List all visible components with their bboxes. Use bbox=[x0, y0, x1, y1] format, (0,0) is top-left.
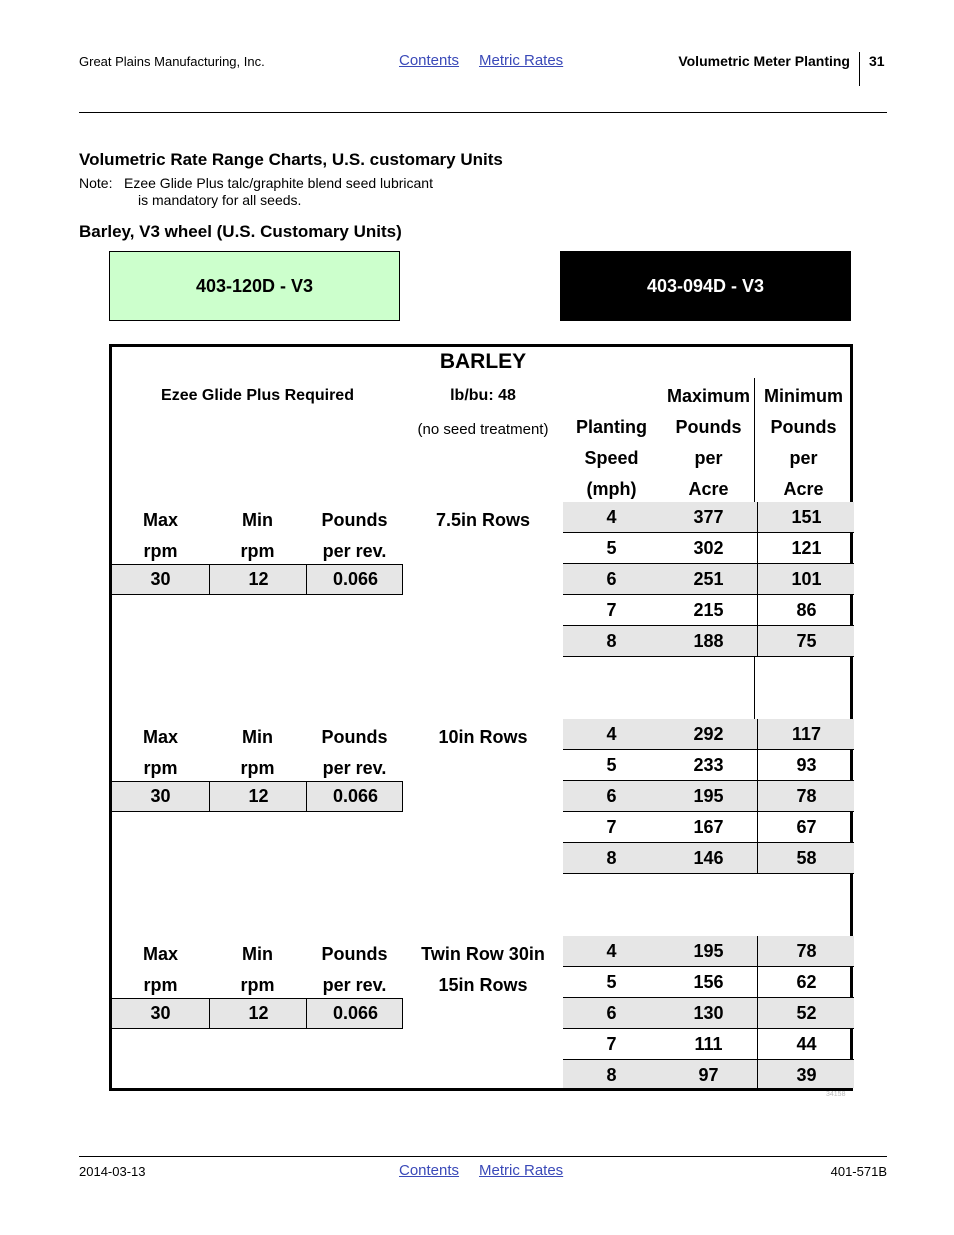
speed-header-3: (mph) bbox=[586, 479, 637, 499]
param-label-min-2: rpm bbox=[240, 541, 275, 561]
footer-contents-link[interactable]: Contents bbox=[399, 1162, 460, 1179]
rate-row bbox=[563, 1060, 854, 1088]
treatment-note: (no seed treatment) bbox=[417, 421, 549, 438]
max-rpm-value: 30 bbox=[150, 569, 171, 589]
row-spacing-label: 10in Rows bbox=[438, 727, 528, 747]
max-lbs-cell: 292 bbox=[693, 724, 724, 744]
min-rpm-value: 12 bbox=[209, 782, 307, 811]
max-lbs-cell: 167 bbox=[693, 817, 724, 837]
max-lbs-cell: 156 bbox=[693, 972, 724, 992]
max-lbs-cell: 195 bbox=[693, 941, 724, 961]
rate-row bbox=[563, 1029, 854, 1060]
rate-row bbox=[563, 564, 854, 595]
min-lbs-cell: 86 bbox=[757, 595, 855, 625]
min-lbs-cell: 75 bbox=[757, 626, 855, 656]
param-label-pounds-2: per rev. bbox=[322, 975, 387, 995]
speed-header-1: Planting bbox=[576, 417, 647, 437]
min-header-1: Minimum bbox=[764, 386, 843, 406]
param-label-max-1: Max bbox=[142, 727, 178, 747]
min-header-3: per bbox=[789, 448, 818, 468]
rate-row bbox=[563, 719, 854, 750]
speed-cell: 8 bbox=[606, 848, 617, 868]
min-lbs-cell: 44 bbox=[757, 1029, 855, 1059]
min-lbs-cell: 52 bbox=[757, 998, 855, 1028]
param-label-pounds-2: per rev. bbox=[322, 758, 387, 778]
param-label-min-2: rpm bbox=[240, 758, 275, 778]
min-header-4: Acre bbox=[783, 479, 824, 499]
min-lbs-cell: 78 bbox=[757, 781, 855, 811]
max-rpm-value: 30 bbox=[150, 786, 171, 806]
min-lbs-cell: 39 bbox=[757, 1060, 855, 1088]
max-lbs-cell: 377 bbox=[693, 507, 724, 527]
param-label-min-1: Min bbox=[242, 510, 273, 530]
speed-cell: 6 bbox=[606, 786, 617, 806]
row-spacing-label: 7.5in Rows bbox=[435, 510, 531, 530]
param-label-min-1: Min bbox=[242, 727, 273, 747]
pounds-per-rev-value: 0.066 bbox=[306, 999, 404, 1028]
min-lbs-cell: 58 bbox=[757, 843, 855, 873]
rate-row bbox=[563, 626, 854, 657]
max-header-4: Acre bbox=[688, 479, 729, 499]
rate-chart bbox=[109, 344, 853, 1091]
note-line-1: Ezee Glide Plus talc/graphite blend seed lubricant bbox=[124, 175, 433, 191]
gap-divider bbox=[754, 657, 755, 719]
rate-row bbox=[563, 595, 854, 626]
metric-rates-link[interactable]: Metric Rates bbox=[479, 52, 564, 69]
model-box-120d bbox=[109, 251, 400, 321]
model-label: 403-094D - V3 bbox=[646, 275, 765, 296]
row-spacing-label-2: 15in Rows bbox=[438, 975, 528, 995]
speed-cell: 7 bbox=[606, 817, 617, 837]
param-label-max-1: Max bbox=[142, 944, 178, 964]
model-box-094d bbox=[560, 251, 851, 321]
max-header-1: Maximum bbox=[666, 386, 751, 406]
contents-link[interactable]: Contents bbox=[399, 52, 460, 69]
meter-params bbox=[112, 781, 403, 812]
rate-row bbox=[563, 998, 854, 1029]
min-lbs-cell: 62 bbox=[757, 967, 855, 997]
min-lbs-cell: 101 bbox=[757, 564, 855, 594]
param-label-pounds-1: Pounds bbox=[321, 727, 388, 747]
sub-heading: Barley, V3 wheel (U.S. Customary Units) bbox=[79, 222, 402, 241]
min-lbs-cell: 121 bbox=[757, 533, 855, 563]
max-lbs-cell: 215 bbox=[693, 600, 724, 620]
rate-row bbox=[563, 936, 854, 967]
rate-row bbox=[563, 812, 854, 843]
footer-date: 2014-03-13 bbox=[79, 1164, 146, 1179]
speed-cell: 7 bbox=[606, 1034, 617, 1054]
min-lbs-cell: 151 bbox=[757, 502, 855, 532]
min-lbs-cell: 67 bbox=[757, 812, 855, 842]
max-lbs-cell: 195 bbox=[693, 786, 724, 806]
model-label: 403-120D - V3 bbox=[195, 275, 314, 296]
param-label-pounds-1: Pounds bbox=[321, 510, 388, 530]
speed-cell: 8 bbox=[606, 1065, 617, 1085]
param-label-pounds-1: Pounds bbox=[321, 944, 388, 964]
max-header-2: Pounds bbox=[675, 417, 742, 437]
param-label-max-2: rpm bbox=[143, 758, 178, 778]
meter-params bbox=[112, 998, 403, 1029]
speed-cell: 5 bbox=[606, 972, 617, 992]
row-spacing-label: Twin Row 30in bbox=[421, 944, 545, 964]
min-lbs-cell: 78 bbox=[757, 936, 855, 966]
min-rpm-value: 12 bbox=[209, 565, 307, 594]
rate-row bbox=[563, 750, 854, 781]
min-header-2: Pounds bbox=[770, 417, 837, 437]
chart-title: BARLEY bbox=[439, 350, 527, 373]
max-rpm-value: 30 bbox=[150, 1003, 171, 1023]
max-lbs-cell: 302 bbox=[693, 538, 724, 558]
max-lbs-cell: 111 bbox=[694, 1034, 723, 1054]
param-label-max-2: rpm bbox=[143, 541, 178, 561]
lb-per-bushel: lb/bu: 48 bbox=[450, 387, 516, 404]
param-label-pounds-2: per rev. bbox=[322, 541, 387, 561]
speed-cell: 4 bbox=[606, 941, 617, 961]
speed-cell: 6 bbox=[606, 1003, 617, 1023]
company-name: Great Plains Manufacturing, Inc. bbox=[79, 54, 265, 69]
max-lbs-cell: 130 bbox=[693, 1003, 724, 1023]
footer-metric-rates-link[interactable]: Metric Rates bbox=[479, 1162, 564, 1179]
min-lbs-cell: 93 bbox=[757, 750, 855, 780]
max-lbs-cell: 233 bbox=[693, 755, 724, 775]
param-label-max-2: rpm bbox=[143, 975, 178, 995]
param-label-max-1: Max bbox=[142, 510, 178, 530]
min-lbs-cell: 117 bbox=[757, 719, 855, 749]
max-lbs-cell: 97 bbox=[698, 1065, 719, 1085]
min-rpm-value: 12 bbox=[209, 999, 307, 1028]
footer-rule bbox=[79, 1156, 887, 1157]
param-label-min-1: Min bbox=[242, 944, 273, 964]
note-label: Note: bbox=[79, 175, 113, 191]
rate-row bbox=[563, 843, 854, 874]
page-heading: Volumetric Rate Range Charts, U.S. customary Units bbox=[79, 150, 503, 169]
rate-row bbox=[563, 533, 854, 564]
speed-header-2: Speed bbox=[584, 448, 639, 468]
speed-cell: 5 bbox=[606, 538, 617, 558]
rate-row bbox=[563, 967, 854, 998]
section-title: Volumetric Meter Planting bbox=[678, 53, 850, 69]
max-lbs-cell: 251 bbox=[693, 569, 724, 589]
speed-cell: 6 bbox=[606, 569, 617, 589]
pounds-per-rev-value: 0.066 bbox=[306, 782, 404, 811]
figure-id: 34158 bbox=[826, 1091, 846, 1098]
header-rule bbox=[79, 112, 887, 113]
max-header-3: per bbox=[694, 448, 723, 468]
max-lbs-cell: 146 bbox=[693, 848, 724, 868]
rate-row bbox=[563, 781, 854, 812]
speed-cell: 4 bbox=[606, 724, 617, 744]
document-number: 401-571B bbox=[830, 1164, 887, 1179]
max-lbs-cell: 188 bbox=[693, 631, 724, 651]
rate-row bbox=[563, 502, 854, 533]
param-label-min-2: rpm bbox=[240, 975, 275, 995]
meter-params bbox=[112, 564, 403, 595]
speed-cell: 5 bbox=[606, 755, 617, 775]
pounds-per-rev-value: 0.066 bbox=[306, 565, 404, 594]
note-line-2: is mandatory for all seeds. bbox=[138, 192, 302, 208]
header-divider bbox=[859, 52, 860, 86]
page-number: 31 bbox=[869, 53, 885, 69]
lubricant-required: Ezee Glide Plus Required bbox=[161, 387, 354, 404]
speed-cell: 4 bbox=[606, 507, 617, 527]
speed-cell: 7 bbox=[606, 600, 617, 620]
speed-cell: 8 bbox=[606, 631, 617, 651]
